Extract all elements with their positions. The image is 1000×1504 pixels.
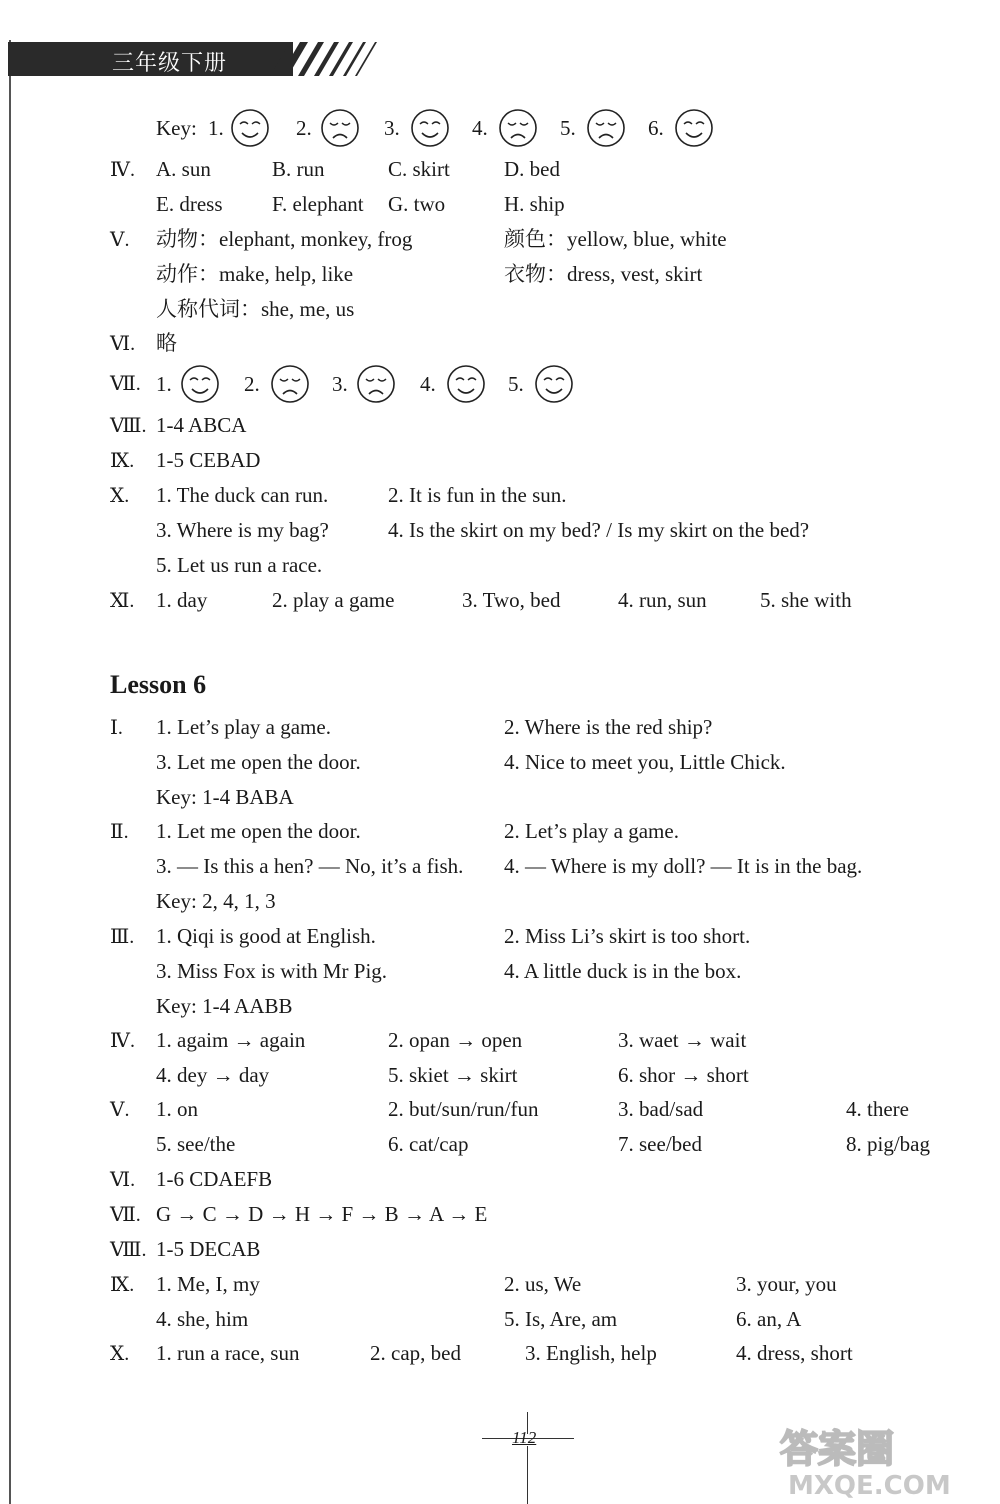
iv-b: B. run — [272, 157, 325, 181]
vii-num-1: 1. — [156, 372, 172, 396]
watermark-logo — [770, 1420, 995, 1500]
roman-iv-l6: Ⅳ. — [110, 1030, 135, 1052]
l6-v-7: 7. see/bed — [618, 1132, 702, 1156]
header-stripes — [260, 40, 380, 78]
xi-5: 5. she with — [760, 588, 852, 612]
xi-3: 3. Two, bed — [462, 588, 561, 612]
l6-iii-a2: 2. Miss Li’s skirt is too short. — [504, 924, 751, 948]
l6-iii-key: Key: 1-4 AABB — [156, 994, 293, 1018]
v-colors: 颜色：yellow, blue, white — [504, 227, 727, 251]
roman-xi: Ⅺ. — [110, 590, 135, 612]
l6-ix-5: 5. Is, Are, am — [504, 1307, 618, 1331]
xi-1: 1. day — [156, 588, 208, 612]
frown-face-icon — [586, 108, 626, 148]
l6-ix-1: 1. Me, I, my — [156, 1272, 260, 1296]
ix-text: 1-5 CEBAD — [156, 448, 261, 472]
l6-x-1: 1. run a race, sun — [156, 1341, 300, 1365]
vii-num-2: 2. — [244, 372, 260, 396]
roman-viii-l6: Ⅷ. — [110, 1239, 147, 1261]
l6-ix-6: 6. an, A — [736, 1307, 802, 1331]
l6-i-key: Key: 1-4 BABA — [156, 785, 294, 809]
smile-face-icon — [410, 108, 450, 148]
key-num-6: 6. — [648, 116, 664, 140]
l6-v-3: 3. bad/sad — [618, 1097, 704, 1121]
roman-vi-l6: Ⅵ. — [110, 1169, 136, 1191]
l6-iv-5: 5. skiet → skirt — [388, 1063, 518, 1087]
l6-iv-3: 3. waet → wait — [618, 1028, 747, 1052]
roman-viii: Ⅷ. — [110, 415, 147, 437]
l6-v-1: 1. on — [156, 1097, 198, 1121]
l6-ix-4: 4. she, him — [156, 1307, 249, 1331]
l6-ii-a2: 2. Let’s play a game. — [504, 819, 679, 843]
l6-viii-text: 1-5 DECAB — [156, 1237, 261, 1261]
key-num-5: 5. — [560, 116, 576, 140]
l6-v-2: 2. but/sun/run/fun — [388, 1097, 539, 1121]
l6-i-a2: 2. Where is the red ship? — [504, 715, 713, 739]
key-num-4: 4. — [472, 116, 488, 140]
viii-text: 1-4 ABCA — [156, 413, 247, 437]
smile-face-icon — [674, 108, 714, 148]
key-num-1: 1. — [208, 116, 224, 140]
smile-face-icon — [180, 364, 220, 404]
l6-x-2: 2. cap, bed — [370, 1341, 461, 1365]
header-title: 三年级下册 — [112, 51, 228, 76]
l6-v-6: 6. cat/cap — [388, 1132, 469, 1156]
roman-vi: Ⅵ. — [110, 333, 136, 355]
v-pronouns: 人称代词：she, me, us — [156, 297, 355, 321]
l6-i-a3: 3. Let me open the door. — [156, 750, 361, 774]
roman-ix-l6: Ⅸ. — [110, 1274, 135, 1296]
roman-i: Ⅰ. — [110, 717, 123, 739]
x-a4: 4. Is the skirt on my bed? / Is my skirt on the bed? — [388, 518, 810, 542]
lesson-title: Lesson 6 — [110, 670, 207, 699]
frown-face-icon — [356, 364, 396, 404]
l6-v-5: 5. see/the — [156, 1132, 236, 1156]
key-num-2: 2. — [296, 116, 312, 140]
roman-iii: Ⅲ. — [110, 926, 135, 948]
roman-iv: Ⅳ. — [110, 159, 135, 181]
iv-c: C. skirt — [388, 157, 450, 181]
iv-h: H. ship — [504, 192, 565, 216]
l6-ii-a4: 4. — Where is my doll? — It is in the bag. — [504, 854, 863, 878]
l6-iii-a1: 1. Qiqi is good at English. — [156, 924, 376, 948]
l6-iv-6: 6. shor → short — [618, 1063, 749, 1087]
key-num-3: 3. — [384, 116, 400, 140]
l6-ix-2: 2. us, We — [504, 1272, 582, 1296]
svg-text:答案圈: 答案圈 — [780, 1427, 895, 1471]
svg-text:MXQE.COM: MXQE.COM — [788, 1471, 951, 1500]
x-a1: 1. The duck can run. — [156, 483, 329, 507]
page-number: 112 — [512, 1428, 537, 1447]
roman-ix: Ⅸ. — [110, 450, 135, 472]
frown-face-icon — [270, 364, 310, 404]
roman-x-l6: Ⅹ. — [110, 1343, 130, 1365]
smile-face-icon — [534, 364, 574, 404]
x-a3: 3. Where is my bag? — [156, 518, 329, 542]
x-a2: 2. It is fun in the sun. — [388, 483, 567, 507]
roman-v-l6: Ⅴ. — [110, 1099, 130, 1121]
iv-e: E. dress — [156, 192, 223, 216]
frown-face-icon — [320, 108, 360, 148]
v-actions: 动作：make, help, like — [156, 262, 354, 286]
roman-vii: Ⅶ. — [110, 373, 141, 395]
l6-iv-4: 4. dey → day — [156, 1063, 270, 1087]
vii-num-4: 4. — [420, 372, 436, 396]
smile-face-icon — [230, 108, 270, 148]
x-a5: 5. Let us run a race. — [156, 553, 323, 577]
smile-face-icon — [446, 364, 486, 404]
l6-iv-2: 2. opan → open — [388, 1028, 523, 1052]
l6-vi-text: 1-6 CDAEFB — [156, 1167, 273, 1191]
l6-v-8: 8. pig/bag — [846, 1132, 930, 1156]
iv-f: F. elephant — [272, 192, 364, 216]
left-margin-rule — [9, 40, 11, 1504]
roman-v: Ⅴ. — [110, 229, 130, 251]
iv-d: D. bed — [504, 157, 560, 181]
l6-ii-a3: 3. — Is this a hen? — No, it’s a fish. — [156, 854, 464, 878]
xi-2: 2. play a game — [272, 588, 395, 612]
v-animals: 动物：elephant, monkey, frog — [156, 227, 413, 251]
l6-ii-a1: 1. Let me open the door. — [156, 819, 361, 843]
l6-ii-key: Key: 2, 4, 1, 3 — [156, 889, 276, 913]
roman-ii: Ⅱ. — [110, 821, 129, 843]
l6-v-4: 4. there — [846, 1097, 909, 1121]
frown-face-icon — [498, 108, 538, 148]
vi-text: 略 — [156, 331, 177, 355]
l6-ix-3: 3. your, you — [736, 1272, 837, 1296]
xi-4: 4. run, sun — [618, 588, 707, 612]
l6-iii-a4: 4. A little duck is in the box. — [504, 959, 742, 983]
key-label: Key: — [156, 116, 197, 140]
page-number-rule-bottom — [527, 1446, 528, 1504]
v-clothes: 衣物：dress, vest, skirt — [504, 262, 703, 286]
vii-num-5: 5. — [508, 372, 524, 396]
roman-vii-l6: Ⅶ. — [110, 1204, 141, 1226]
l6-i-a1: 1. Let’s play a game. — [156, 715, 331, 739]
l6-x-3: 3. English, help — [525, 1341, 657, 1365]
iv-g: G. two — [388, 192, 446, 216]
iv-a: A. sun — [156, 157, 211, 181]
l6-iii-a3: 3. Miss Fox is with Mr Pig. — [156, 959, 388, 983]
l6-iv-1: 1. agaim → again — [156, 1028, 306, 1052]
vii-num-3: 3. — [332, 372, 348, 396]
l6-i-a4: 4. Nice to meet you, Little Chick. — [504, 750, 786, 774]
l6-x-4: 4. dress, short — [736, 1341, 853, 1365]
l6-vii-text: G → C → D → H → F → B → A → E — [156, 1202, 488, 1226]
roman-x: Ⅹ. — [110, 485, 130, 507]
